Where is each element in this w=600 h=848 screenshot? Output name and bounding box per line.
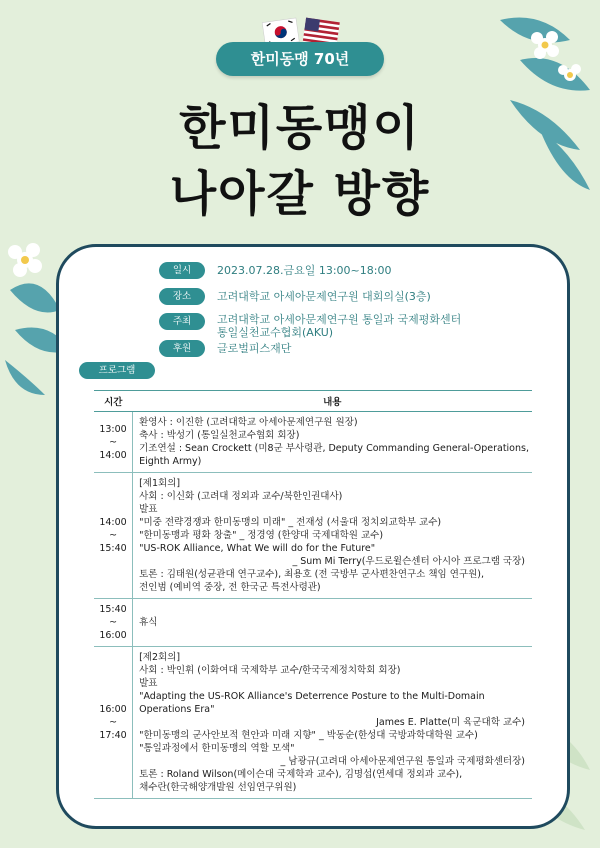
- header-content: 내용: [133, 391, 532, 412]
- table-row: [94, 599, 532, 647]
- session-content: [제2회의] 사회 : 박인휘 (이화여대 국제학부 교수/한국국제정치학회 회장) 발표 "Adapting the US-ROK Alliance's Deterrence Posture to the Multi-Domain Operations Era" James E. Platte(미 육군대학 교수) "한미동맹의 군사안보적 현안과 미래 지향" _ 박동순(한성대 국방과학대학원 교수) "통일과정에서 한미동맹의 역할 모색" _ 남광규(고려대 아세아문제연구원 통일과 국제평화센터장) 토론 : Roland Wilson(메이슨대 국제학과 교수), 김명섭(연세대 정외과 교수), 채수란(한국해양개발원 선임연구위원): [133, 647, 532, 799]
- session-content: [제1회의] 사회 : 이신화 (고려대 정외과 교수/북한인권대사) 발표 "미중 전략경쟁과 한미동맹의 미래" _ 전재성 (서울대 정치외교학부 교수) "한미동맹과 평화 창출" _ 정경영 (한양대 국제대학원 교수) "US-ROK Alliance, What We will do for the Future" _ Sum Mi Terry(우드로윌슨센터 아시아 프로그램 국장) 토론 : 김태원(성균관대 연구교수), 최용호 (전 국방부 군사편찬연구소 책임 연구원), 전인범 (예비역 중장, 전 한국군 특전사령관): [133, 473, 532, 599]
- info-label: 주최: [159, 313, 205, 330]
- session-time: 14:00 ~ 15:40: [94, 473, 133, 599]
- table-header-row: [94, 391, 532, 412]
- info-label: 장소: [159, 288, 205, 305]
- session-content: 휴식: [133, 599, 532, 647]
- info-value: 2023.07.28.금요일 13:00~18:00: [217, 264, 392, 277]
- session-time: 16:00 ~ 17:40: [94, 647, 133, 799]
- anniversary-badge: 한미동맹 70년: [216, 42, 384, 76]
- table-row: [94, 412, 532, 473]
- session-time: 15:40 ~ 16:00: [94, 599, 133, 647]
- info-label: 일시: [159, 262, 205, 279]
- session-content: 환영사 : 이진한 (고려대학교 아세아문제연구원 원장) 축사 : 박성기 (통일실천교수협회 회장) 기조연설 : Sean Crockett (미8군 부사령관, Deputy Commanding General-Operations, Eighth Army): [133, 412, 532, 473]
- info-value: 글로벌피스재단: [217, 342, 292, 355]
- session-time: 13:00 ~ 14:00: [94, 412, 133, 473]
- info-value: 고려대학교 아세아문제연구원 대회의실(3층): [217, 290, 431, 303]
- page-title-line2: 나아갈 방향: [169, 166, 431, 222]
- table-row: [94, 647, 532, 799]
- table-row: [94, 473, 532, 599]
- page-title-line1: 한미동맹이: [179, 100, 421, 156]
- info-label: 후원: [159, 340, 205, 357]
- program-section-label: 프로그램: [79, 362, 155, 379]
- info-value: 고려대학교 아세아문제연구원 통일과 국제평화센터: [217, 313, 462, 326]
- info-value: 통일실천교수협회(AKU): [217, 326, 334, 339]
- header-time: 시간: [94, 391, 133, 412]
- program-table: [94, 390, 532, 799]
